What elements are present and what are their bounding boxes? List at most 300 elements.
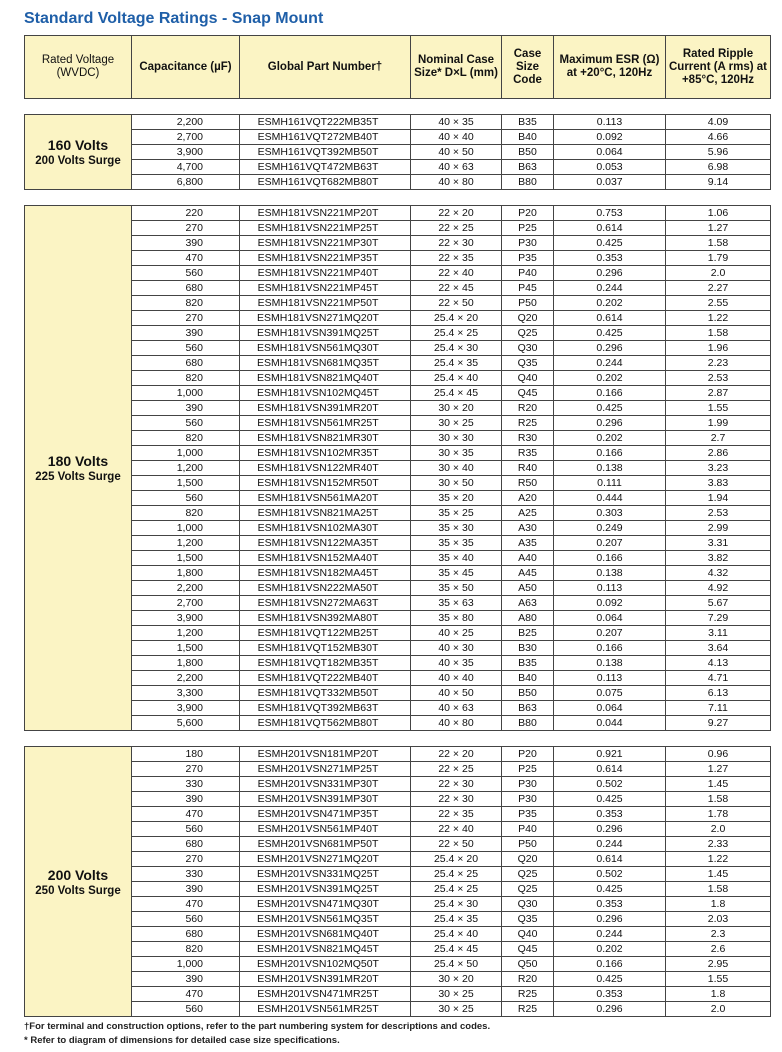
case-size-cell: 35 × 63 bbox=[411, 596, 502, 611]
capacitance-cell: 390 bbox=[132, 792, 240, 807]
esr-cell: 0.207 bbox=[554, 536, 666, 551]
ripple-cell: 2.7 bbox=[666, 431, 771, 446]
case-size-cell: 22 × 25 bbox=[411, 221, 502, 236]
ripple-cell: 2.53 bbox=[666, 506, 771, 521]
esr-cell: 0.037 bbox=[554, 175, 666, 190]
table-row bbox=[25, 446, 771, 461]
ripple-cell: 6.98 bbox=[666, 160, 771, 175]
case-size-cell: 22 × 20 bbox=[411, 206, 502, 221]
case-size-cell: 25.4 × 30 bbox=[411, 897, 502, 912]
case-size-cell: 40 × 35 bbox=[411, 656, 502, 671]
part-number-cell: ESMH201VSN561MP40T bbox=[240, 822, 411, 837]
case-size-cell: 25.4 × 20 bbox=[411, 852, 502, 867]
ripple-cell: 3.23 bbox=[666, 461, 771, 476]
voltage-rating: 160 Volts bbox=[47, 137, 109, 153]
case-code-cell: Q40 bbox=[502, 927, 554, 942]
case-size-cell: 25.4 × 45 bbox=[411, 942, 502, 957]
header-case-size: Nominal Case Size* D×L (mm) bbox=[411, 36, 502, 99]
case-size-cell: 22 × 30 bbox=[411, 777, 502, 792]
esr-cell: 0.166 bbox=[554, 957, 666, 972]
ripple-cell: 3.64 bbox=[666, 641, 771, 656]
part-number-cell: ESMH201VSN471MQ30T bbox=[240, 897, 411, 912]
capacitance-cell: 330 bbox=[132, 777, 240, 792]
case-code-cell: B63 bbox=[502, 160, 554, 175]
ripple-cell: 6.13 bbox=[666, 686, 771, 701]
capacitance-cell: 560 bbox=[132, 341, 240, 356]
ripple-cell: 2.55 bbox=[666, 296, 771, 311]
voltage-group-table bbox=[24, 205, 771, 731]
case-code-cell: P40 bbox=[502, 822, 554, 837]
case-code-cell: B50 bbox=[502, 686, 554, 701]
ripple-cell: 1.8 bbox=[666, 897, 771, 912]
esr-cell: 0.753 bbox=[554, 206, 666, 221]
capacitance-cell: 470 bbox=[132, 251, 240, 266]
part-number-cell: ESMH181VSN102MQ45T bbox=[240, 386, 411, 401]
ripple-cell: 7.29 bbox=[666, 611, 771, 626]
table-row bbox=[25, 581, 771, 596]
capacitance-cell: 560 bbox=[132, 1002, 240, 1017]
ripple-cell: 4.13 bbox=[666, 656, 771, 671]
table-row bbox=[25, 145, 771, 160]
part-number-cell: ESMH201VSN331MQ25T bbox=[240, 867, 411, 882]
capacitance-cell: 560 bbox=[132, 822, 240, 837]
capacitance-cell: 390 bbox=[132, 882, 240, 897]
ripple-cell: 1.27 bbox=[666, 762, 771, 777]
voltage-rating: 200 Volts bbox=[47, 866, 109, 883]
case-size-cell: 25.4 × 25 bbox=[411, 882, 502, 897]
case-code-cell: R35 bbox=[502, 446, 554, 461]
footnote-case-size: * Refer to diagram of dimensions for detailed case size specifications. bbox=[24, 1035, 340, 1046]
voltage-group-table bbox=[24, 114, 771, 190]
ripple-cell: 1.78 bbox=[666, 807, 771, 822]
capacitance-cell: 470 bbox=[132, 987, 240, 1002]
voltage-rating: 180 Volts bbox=[47, 453, 109, 469]
case-size-cell: 40 × 80 bbox=[411, 716, 502, 731]
page-title: Standard Voltage Ratings - Snap Mount bbox=[24, 10, 324, 27]
table-row bbox=[25, 942, 771, 957]
table-row bbox=[25, 175, 771, 190]
case-size-cell: 25.4 × 35 bbox=[411, 356, 502, 371]
part-number-cell: ESMH181VQT332MB50T bbox=[240, 686, 411, 701]
ripple-cell: 3.31 bbox=[666, 536, 771, 551]
case-code-cell: P30 bbox=[502, 777, 554, 792]
case-size-cell: 30 × 20 bbox=[411, 401, 502, 416]
capacitance-cell: 1,800 bbox=[132, 566, 240, 581]
case-code-cell: R30 bbox=[502, 431, 554, 446]
capacitance-cell: 470 bbox=[132, 897, 240, 912]
part-number-cell: ESMH181VQT562MB80T bbox=[240, 716, 411, 731]
esr-cell: 0.044 bbox=[554, 716, 666, 731]
ripple-cell: 2.27 bbox=[666, 281, 771, 296]
case-size-cell: 30 × 40 bbox=[411, 461, 502, 476]
capacitance-cell: 1,200 bbox=[132, 461, 240, 476]
capacitance-cell: 1,500 bbox=[132, 641, 240, 656]
case-code-cell: A40 bbox=[502, 551, 554, 566]
table-row bbox=[25, 792, 771, 807]
case-code-cell: Q25 bbox=[502, 882, 554, 897]
table-row bbox=[25, 236, 771, 251]
case-code-cell: P25 bbox=[502, 221, 554, 236]
ripple-cell: 4.71 bbox=[666, 671, 771, 686]
case-size-cell: 40 × 40 bbox=[411, 671, 502, 686]
table-row bbox=[25, 491, 771, 506]
esr-cell: 0.296 bbox=[554, 912, 666, 927]
part-number-cell: ESMH201VSN391MQ25T bbox=[240, 882, 411, 897]
esr-cell: 0.138 bbox=[554, 566, 666, 581]
table-row bbox=[25, 686, 771, 701]
table-row bbox=[25, 206, 771, 221]
part-number-cell: ESMH201VSN821MQ45T bbox=[240, 942, 411, 957]
case-size-cell: 25.4 × 40 bbox=[411, 371, 502, 386]
esr-cell: 0.921 bbox=[554, 747, 666, 762]
ripple-cell: 1.96 bbox=[666, 341, 771, 356]
case-code-cell: B30 bbox=[502, 641, 554, 656]
ripple-cell: 1.8 bbox=[666, 987, 771, 1002]
ripple-cell: 2.3 bbox=[666, 927, 771, 942]
table-row bbox=[25, 296, 771, 311]
case-size-cell: 22 × 45 bbox=[411, 281, 502, 296]
case-size-cell: 22 × 20 bbox=[411, 747, 502, 762]
esr-cell: 0.296 bbox=[554, 341, 666, 356]
case-size-cell: 22 × 30 bbox=[411, 236, 502, 251]
case-code-cell: P50 bbox=[502, 837, 554, 852]
capacitance-cell: 1,000 bbox=[132, 446, 240, 461]
capacitance-cell: 390 bbox=[132, 401, 240, 416]
capacitance-cell: 3,900 bbox=[132, 701, 240, 716]
esr-cell: 0.202 bbox=[554, 371, 666, 386]
part-number-cell: ESMH181VSN221MP35T bbox=[240, 251, 411, 266]
case-code-cell: B40 bbox=[502, 130, 554, 145]
part-number-cell: ESMH161VQT222MB35T bbox=[240, 115, 411, 130]
case-code-cell: A80 bbox=[502, 611, 554, 626]
table-row bbox=[25, 807, 771, 822]
case-size-cell: 40 × 50 bbox=[411, 145, 502, 160]
case-size-cell: 25.4 × 25 bbox=[411, 326, 502, 341]
part-number-cell: ESMH181VSN102MA30T bbox=[240, 521, 411, 536]
ripple-cell: 2.0 bbox=[666, 822, 771, 837]
surge-rating: 250 Volts Surge bbox=[35, 884, 121, 897]
ripple-cell: 2.03 bbox=[666, 912, 771, 927]
esr-cell: 0.075 bbox=[554, 686, 666, 701]
ripple-cell: 9.14 bbox=[666, 175, 771, 190]
capacitance-cell: 1,200 bbox=[132, 536, 240, 551]
case-code-cell: P50 bbox=[502, 296, 554, 311]
ripple-cell: 2.99 bbox=[666, 521, 771, 536]
esr-cell: 0.138 bbox=[554, 656, 666, 671]
esr-cell: 0.092 bbox=[554, 130, 666, 145]
table-row bbox=[25, 596, 771, 611]
capacitance-cell: 820 bbox=[132, 942, 240, 957]
part-number-cell: ESMH201VSN471MR25T bbox=[240, 987, 411, 1002]
part-number-cell: ESMH181VSN122MR40T bbox=[240, 461, 411, 476]
case-code-cell: B80 bbox=[502, 175, 554, 190]
part-number-cell: ESMH161VQT682MB80T bbox=[240, 175, 411, 190]
case-size-cell: 25.4 × 30 bbox=[411, 341, 502, 356]
esr-cell: 0.166 bbox=[554, 551, 666, 566]
esr-cell: 0.425 bbox=[554, 972, 666, 987]
case-code-cell: P20 bbox=[502, 206, 554, 221]
table-row bbox=[25, 822, 771, 837]
capacitance-cell: 220 bbox=[132, 206, 240, 221]
part-number-cell: ESMH181VSN561MA20T bbox=[240, 491, 411, 506]
table-row bbox=[25, 716, 771, 731]
case-code-cell: B80 bbox=[502, 716, 554, 731]
case-size-cell: 40 × 40 bbox=[411, 130, 502, 145]
case-code-cell: R20 bbox=[502, 401, 554, 416]
table-row bbox=[25, 762, 771, 777]
capacitance-cell: 820 bbox=[132, 431, 240, 446]
part-number-cell: ESMH161VQT472MB63T bbox=[240, 160, 411, 175]
ripple-cell: 7.11 bbox=[666, 701, 771, 716]
capacitance-cell: 1,200 bbox=[132, 626, 240, 641]
case-size-cell: 22 × 40 bbox=[411, 822, 502, 837]
case-code-cell: B40 bbox=[502, 671, 554, 686]
case-code-cell: P30 bbox=[502, 792, 554, 807]
ripple-cell: 2.0 bbox=[666, 266, 771, 281]
part-number-cell: ESMH181VSN152MA40T bbox=[240, 551, 411, 566]
case-code-cell: A50 bbox=[502, 581, 554, 596]
part-number-cell: ESMH181VSN272MA63T bbox=[240, 596, 411, 611]
part-number-cell: ESMH201VSN391MP30T bbox=[240, 792, 411, 807]
esr-cell: 0.353 bbox=[554, 987, 666, 1002]
case-size-cell: 40 × 63 bbox=[411, 160, 502, 175]
esr-cell: 0.296 bbox=[554, 1002, 666, 1017]
esr-cell: 0.207 bbox=[554, 626, 666, 641]
case-code-cell: Q35 bbox=[502, 912, 554, 927]
capacitance-cell: 470 bbox=[132, 807, 240, 822]
case-size-cell: 22 × 35 bbox=[411, 251, 502, 266]
ripple-cell: 1.22 bbox=[666, 311, 771, 326]
table-row bbox=[25, 611, 771, 626]
ripple-cell: 1.06 bbox=[666, 206, 771, 221]
ripple-cell: 4.32 bbox=[666, 566, 771, 581]
part-number-cell: ESMH181VSN271MQ20T bbox=[240, 311, 411, 326]
case-size-cell: 35 × 50 bbox=[411, 581, 502, 596]
footnote-terminal: †For terminal and construction options, refer to the part numbering system for descriptions and codes. bbox=[24, 1021, 491, 1032]
capacitance-cell: 680 bbox=[132, 356, 240, 371]
esr-cell: 0.425 bbox=[554, 401, 666, 416]
table-row bbox=[25, 747, 771, 762]
case-size-cell: 30 × 25 bbox=[411, 1002, 502, 1017]
table-row bbox=[25, 671, 771, 686]
part-number-cell: ESMH181VSN821MQ40T bbox=[240, 371, 411, 386]
case-code-cell: Q35 bbox=[502, 356, 554, 371]
table-row bbox=[25, 912, 771, 927]
table-row bbox=[25, 160, 771, 175]
esr-cell: 0.092 bbox=[554, 596, 666, 611]
table-row bbox=[25, 867, 771, 882]
ripple-cell: 2.23 bbox=[666, 356, 771, 371]
part-number-cell: ESMH181VSN221MP30T bbox=[240, 236, 411, 251]
part-number-cell: ESMH181VSN681MQ35T bbox=[240, 356, 411, 371]
capacitance-cell: 390 bbox=[132, 972, 240, 987]
case-code-cell: A35 bbox=[502, 536, 554, 551]
capacitance-cell: 1,800 bbox=[132, 656, 240, 671]
case-code-cell: P45 bbox=[502, 281, 554, 296]
part-number-cell: ESMH181VSN392MA80T bbox=[240, 611, 411, 626]
table-row bbox=[25, 701, 771, 716]
table-row bbox=[25, 326, 771, 341]
part-number-cell: ESMH201VSN561MR25T bbox=[240, 1002, 411, 1017]
case-size-cell: 25.4 × 35 bbox=[411, 912, 502, 927]
case-code-cell: B35 bbox=[502, 115, 554, 130]
table-row bbox=[25, 626, 771, 641]
case-size-cell: 35 × 20 bbox=[411, 491, 502, 506]
case-code-cell: A30 bbox=[502, 521, 554, 536]
case-size-cell: 35 × 80 bbox=[411, 611, 502, 626]
ripple-cell: 5.67 bbox=[666, 596, 771, 611]
header-row bbox=[25, 36, 771, 99]
case-size-cell: 35 × 35 bbox=[411, 536, 502, 551]
capacitance-cell: 560 bbox=[132, 416, 240, 431]
table-row bbox=[25, 416, 771, 431]
esr-cell: 0.303 bbox=[554, 506, 666, 521]
case-size-cell: 22 × 35 bbox=[411, 807, 502, 822]
ripple-cell: 3.83 bbox=[666, 476, 771, 491]
capacitance-cell: 270 bbox=[132, 762, 240, 777]
ripple-cell: 2.95 bbox=[666, 957, 771, 972]
case-size-cell: 22 × 50 bbox=[411, 296, 502, 311]
ripple-cell: 0.96 bbox=[666, 747, 771, 762]
table-row bbox=[25, 566, 771, 581]
esr-cell: 0.296 bbox=[554, 416, 666, 431]
table-row bbox=[25, 536, 771, 551]
capacitance-cell: 2,200 bbox=[132, 581, 240, 596]
part-number-cell: ESMH181VSN821MA25T bbox=[240, 506, 411, 521]
capacitance-cell: 680 bbox=[132, 837, 240, 852]
esr-cell: 0.502 bbox=[554, 867, 666, 882]
ripple-cell: 1.99 bbox=[666, 416, 771, 431]
table-row bbox=[25, 461, 771, 476]
table-row bbox=[25, 311, 771, 326]
case-size-cell: 40 × 25 bbox=[411, 626, 502, 641]
capacitance-cell: 2,200 bbox=[132, 671, 240, 686]
case-code-cell: Q30 bbox=[502, 897, 554, 912]
case-code-cell: R50 bbox=[502, 476, 554, 491]
esr-cell: 0.614 bbox=[554, 311, 666, 326]
case-code-cell: Q45 bbox=[502, 386, 554, 401]
esr-cell: 0.244 bbox=[554, 927, 666, 942]
capacitance-cell: 1,000 bbox=[132, 521, 240, 536]
case-size-cell: 35 × 30 bbox=[411, 521, 502, 536]
ripple-cell: 1.45 bbox=[666, 777, 771, 792]
case-size-cell: 40 × 50 bbox=[411, 686, 502, 701]
case-code-cell: R20 bbox=[502, 972, 554, 987]
capacitance-cell: 4,700 bbox=[132, 160, 240, 175]
case-size-cell: 30 × 25 bbox=[411, 987, 502, 1002]
table-row bbox=[25, 551, 771, 566]
header-part-number: Global Part Number† bbox=[240, 36, 411, 99]
voltage-label bbox=[25, 747, 132, 1017]
part-number-cell: ESMH181VQT392MB63T bbox=[240, 701, 411, 716]
ripple-cell: 5.96 bbox=[666, 145, 771, 160]
capacitance-cell: 2,200 bbox=[132, 115, 240, 130]
ripple-cell: 2.6 bbox=[666, 942, 771, 957]
table-row bbox=[25, 386, 771, 401]
table-row bbox=[25, 221, 771, 236]
case-size-cell: 40 × 63 bbox=[411, 701, 502, 716]
esr-cell: 0.244 bbox=[554, 281, 666, 296]
case-code-cell: P40 bbox=[502, 266, 554, 281]
capacitance-cell: 560 bbox=[132, 266, 240, 281]
esr-cell: 0.502 bbox=[554, 777, 666, 792]
capacitance-cell: 1,000 bbox=[132, 386, 240, 401]
part-number-cell: ESMH201VSN271MQ20T bbox=[240, 852, 411, 867]
case-code-cell: A63 bbox=[502, 596, 554, 611]
case-code-cell: P35 bbox=[502, 807, 554, 822]
esr-cell: 0.111 bbox=[554, 476, 666, 491]
table-row bbox=[25, 371, 771, 386]
capacitance-cell: 820 bbox=[132, 371, 240, 386]
capacitance-cell: 680 bbox=[132, 927, 240, 942]
header-rated-voltage: Rated Voltage (WVDC) bbox=[25, 36, 132, 99]
table-row bbox=[25, 130, 771, 145]
capacitance-cell: 820 bbox=[132, 506, 240, 521]
ripple-cell: 2.0 bbox=[666, 1002, 771, 1017]
ripple-cell: 2.86 bbox=[666, 446, 771, 461]
part-number-cell: ESMH181VQT222MB40T bbox=[240, 671, 411, 686]
case-size-cell: 22 × 50 bbox=[411, 837, 502, 852]
capacitance-cell: 390 bbox=[132, 326, 240, 341]
case-size-cell: 22 × 30 bbox=[411, 792, 502, 807]
part-number-cell: ESMH181VSN152MR50T bbox=[240, 476, 411, 491]
table-row bbox=[25, 521, 771, 536]
part-number-cell: ESMH181VSN221MP45T bbox=[240, 281, 411, 296]
case-size-cell: 25.4 × 20 bbox=[411, 311, 502, 326]
header-capacitance: Capacitance (µF) bbox=[132, 36, 240, 99]
case-code-cell: Q20 bbox=[502, 852, 554, 867]
case-code-cell: P30 bbox=[502, 236, 554, 251]
part-number-cell: ESMH161VQT392MB50T bbox=[240, 145, 411, 160]
table-row bbox=[25, 927, 771, 942]
case-code-cell: Q40 bbox=[502, 371, 554, 386]
table-row bbox=[25, 837, 771, 852]
ripple-cell: 1.22 bbox=[666, 852, 771, 867]
table-row bbox=[25, 431, 771, 446]
capacitance-cell: 270 bbox=[132, 221, 240, 236]
case-code-cell: R40 bbox=[502, 461, 554, 476]
esr-cell: 0.614 bbox=[554, 762, 666, 777]
header-max-esr: Maximum ESR (Ω) at +20°C, 120Hz bbox=[554, 36, 666, 99]
part-number-cell: ESMH181VSN391MR20T bbox=[240, 401, 411, 416]
case-size-cell: 22 × 25 bbox=[411, 762, 502, 777]
part-number-cell: ESMH181VQT182MB35T bbox=[240, 656, 411, 671]
esr-cell: 0.296 bbox=[554, 266, 666, 281]
part-number-cell: ESMH181VSN221MP25T bbox=[240, 221, 411, 236]
header-ripple-current: Rated Ripple Current (A rms) at +85°C, 120Hz bbox=[666, 36, 771, 99]
case-code-cell: Q25 bbox=[502, 326, 554, 341]
case-size-cell: 25.4 × 45 bbox=[411, 386, 502, 401]
part-number-cell: ESMH201VSN561MQ35T bbox=[240, 912, 411, 927]
part-number-cell: ESMH181VSN561MQ30T bbox=[240, 341, 411, 356]
esr-cell: 0.353 bbox=[554, 807, 666, 822]
part-number-cell: ESMH181VSN221MP40T bbox=[240, 266, 411, 281]
capacitance-cell: 3,900 bbox=[132, 611, 240, 626]
case-size-cell: 25.4 × 50 bbox=[411, 957, 502, 972]
ripple-cell: 2.33 bbox=[666, 837, 771, 852]
capacitance-cell: 390 bbox=[132, 236, 240, 251]
esr-cell: 0.166 bbox=[554, 446, 666, 461]
table-row bbox=[25, 506, 771, 521]
capacitance-cell: 1,500 bbox=[132, 476, 240, 491]
esr-cell: 0.138 bbox=[554, 461, 666, 476]
case-size-cell: 30 × 25 bbox=[411, 416, 502, 431]
case-size-cell: 22 × 40 bbox=[411, 266, 502, 281]
case-code-cell: Q25 bbox=[502, 867, 554, 882]
capacitance-cell: 1,000 bbox=[132, 957, 240, 972]
table-row bbox=[25, 251, 771, 266]
ripple-cell: 9.27 bbox=[666, 716, 771, 731]
